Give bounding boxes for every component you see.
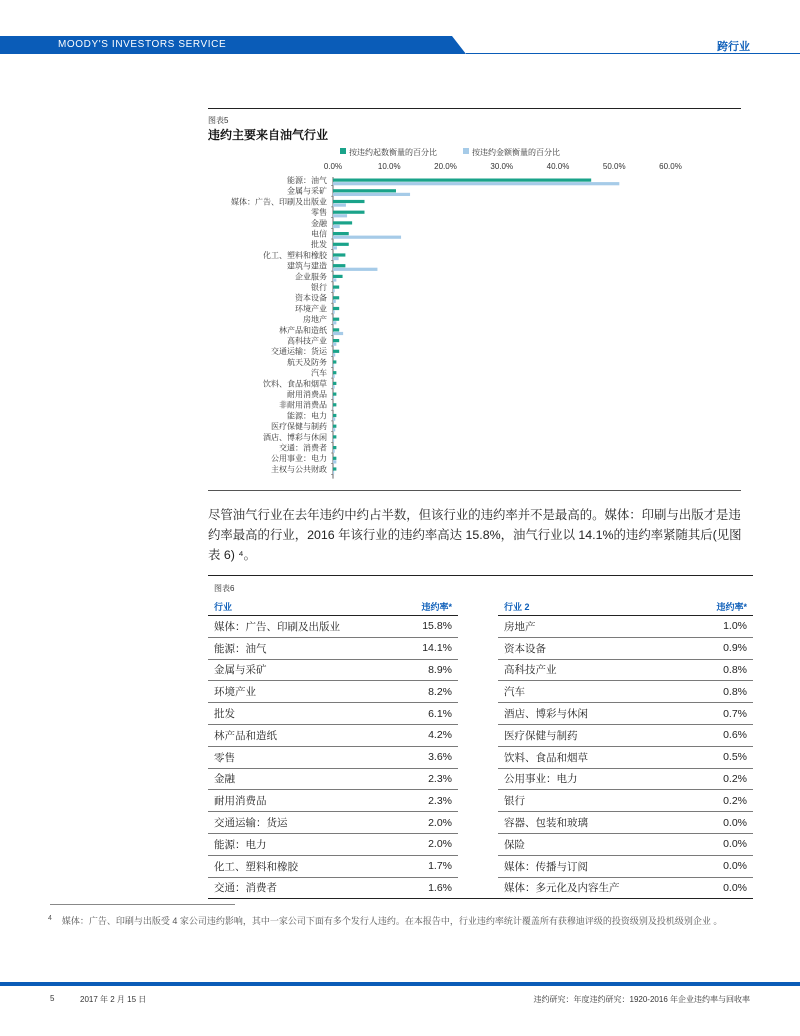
industry-cell: 林产品和造纸 xyxy=(208,724,393,746)
footnote-text: 媒体：广告、印刷与出版受 4 家公司违约影响，其中一家公司下面有多个发行人违约。在本报告中，行业违约率统计覆盖所有获穆迪评级的投资级别及投机级别企业 。 xyxy=(61,916,723,926)
x-tick-label: 50.0% xyxy=(602,162,626,171)
table-header-row xyxy=(208,597,753,616)
legend-swatch xyxy=(463,148,469,154)
section-label: 跨行业 xyxy=(717,41,750,53)
bar xyxy=(333,289,335,292)
bar xyxy=(333,211,365,214)
table-row xyxy=(208,833,753,855)
industry-cell: 交通运输：货运 xyxy=(208,812,393,834)
bar xyxy=(333,253,345,256)
industry-cell: 公用事业：电力 xyxy=(498,768,683,790)
x-tick-label: 40.0% xyxy=(546,162,570,171)
industry-cell: 酒店、博彩与休闲 xyxy=(498,703,683,725)
table-row xyxy=(208,681,753,703)
bar xyxy=(333,460,336,463)
category-label: 林产品和造纸 xyxy=(279,325,327,335)
industry-cell: 媒体：传播与订阅 xyxy=(498,855,683,877)
industry-cell: 金融 xyxy=(208,768,393,790)
category-label: 医疗保健与制药 xyxy=(271,422,327,432)
category-label: 化工、塑料和橡胶 xyxy=(263,250,327,260)
bar xyxy=(333,264,345,267)
rate-cell: 0.6% xyxy=(683,724,753,746)
bar xyxy=(333,393,336,396)
bar xyxy=(333,414,336,417)
rate-cell: 1.0% xyxy=(683,616,753,638)
bar xyxy=(333,236,401,239)
x-tick-label: 0.0% xyxy=(323,162,343,171)
footnote-rule xyxy=(50,904,235,905)
rate-cell: 2.3% xyxy=(393,790,458,812)
rate-cell: 0.9% xyxy=(683,637,753,659)
rate-cell: 0.0% xyxy=(683,855,753,877)
table-row xyxy=(208,659,753,681)
category-label: 能源：电力 xyxy=(287,411,327,421)
category-label: 电信 xyxy=(311,229,327,239)
industry-cell: 化工、塑料和橡胶 xyxy=(208,855,393,877)
header-industry-1: 行业 xyxy=(208,597,393,616)
rate-cell: 0.0% xyxy=(683,812,753,834)
rate-cell: 0.5% xyxy=(683,746,753,768)
bar xyxy=(333,300,336,303)
bar xyxy=(333,364,334,367)
bar xyxy=(333,246,337,249)
table-row xyxy=(208,637,753,659)
bar xyxy=(333,343,336,346)
bar xyxy=(333,439,334,442)
industry-cell: 零售 xyxy=(208,746,393,768)
category-label: 媒体：广告、印刷及出版业 xyxy=(231,197,327,207)
page-header xyxy=(0,36,800,54)
exhibit-5-bottom-rule xyxy=(208,490,741,491)
table-row xyxy=(208,855,753,877)
table-row xyxy=(208,724,753,746)
category-label: 耐用消费品 xyxy=(287,390,327,399)
category-label: 银行 xyxy=(311,283,327,292)
table-row xyxy=(208,877,753,899)
industry-cell: 能源：油气 xyxy=(208,637,393,659)
category-label: 资本设备 xyxy=(295,293,327,303)
brand-name: MOODY'S INVESTORS SERVICE xyxy=(58,39,227,50)
bar xyxy=(333,360,336,363)
rate-cell: 3.6% xyxy=(393,746,458,768)
bar xyxy=(333,328,339,331)
bar xyxy=(333,467,336,470)
bar-chart xyxy=(208,109,741,491)
exhibit-5 xyxy=(208,108,741,491)
exhibit-5-number: 图表5 xyxy=(208,116,229,125)
bar xyxy=(333,311,335,314)
bar xyxy=(333,189,396,192)
legend-label: 按违约金额衡量的百分比 xyxy=(472,148,560,157)
rate-cell: 2.0% xyxy=(393,833,458,855)
industry-cell: 金属与采矿 xyxy=(208,659,393,681)
footer-bar xyxy=(0,982,800,986)
legend-swatch xyxy=(340,148,346,154)
industry-cell: 高科技产业 xyxy=(498,659,683,681)
category-label: 批发 xyxy=(311,240,327,250)
bar xyxy=(333,200,365,203)
bar xyxy=(333,221,352,224)
bar xyxy=(333,182,619,185)
category-label: 高科技产业 xyxy=(287,336,327,346)
industry-cell: 保险 xyxy=(498,833,683,855)
category-label: 汽车 xyxy=(311,368,327,378)
category-label: 航天及防务 xyxy=(287,357,327,367)
bar xyxy=(333,243,349,246)
category-label: 房地产 xyxy=(303,315,327,325)
bar xyxy=(333,471,334,474)
bar xyxy=(333,204,346,207)
bar xyxy=(333,179,591,182)
bar xyxy=(333,232,349,235)
exhibit-5-title: 违约主要来自油气行业 xyxy=(208,128,329,142)
rate-cell: 2.3% xyxy=(393,768,458,790)
industry-cell: 环境产业 xyxy=(208,681,393,703)
rate-cell: 0.7% xyxy=(683,703,753,725)
bar xyxy=(333,403,336,406)
industry-cell: 汽车 xyxy=(498,681,683,703)
category-label: 金融 xyxy=(311,218,327,228)
table-row xyxy=(208,616,753,638)
bar xyxy=(333,418,335,421)
rate-cell: 0.2% xyxy=(683,790,753,812)
rate-cell: 0.0% xyxy=(683,833,753,855)
bar xyxy=(333,296,339,299)
category-label: 交通：消费者 xyxy=(279,443,327,453)
industry-cell: 资本设备 xyxy=(498,637,683,659)
x-tick-label: 20.0% xyxy=(434,162,457,171)
header-industry-2: 行业 2 xyxy=(498,597,683,616)
rate-cell: 1.6% xyxy=(393,877,458,899)
bar xyxy=(333,450,335,453)
rate-cell: 8.9% xyxy=(393,659,458,681)
bar xyxy=(333,407,334,410)
x-tick-label: 60.0% xyxy=(659,162,682,171)
industry-cell: 容器、包装和玻璃 xyxy=(498,812,683,834)
x-tick-label: 10.0% xyxy=(377,162,401,171)
rate-cell: 4.2% xyxy=(393,724,458,746)
industry-cell: 耐用消费品 xyxy=(208,790,393,812)
rate-cell: 0.2% xyxy=(683,768,753,790)
body-paragraph: 尽管油气行业在去年违约中约占半数，但该行业的违约率并不是最高的。媒体：印刷与出版才是违约率最高的行业，2016 年该行业的违约率高达 15.8%，油气行业以 14.1%的违约率紧随其后(见图表 6) ⁴。 xyxy=(208,508,742,562)
footnote xyxy=(48,912,748,928)
category-label: 饮料、食品和烟草 xyxy=(263,379,327,389)
default-rate-table xyxy=(208,597,753,899)
category-label: 非耐用消费品 xyxy=(279,400,327,410)
rate-cell: 6.1% xyxy=(393,703,458,725)
bar xyxy=(333,278,336,281)
rate-cell: 14.1% xyxy=(393,637,458,659)
category-label: 零售 xyxy=(311,208,327,218)
category-label: 企业服务 xyxy=(295,272,327,282)
bar xyxy=(333,339,339,342)
bar xyxy=(333,382,336,385)
industry-cell: 媒体：多元化及内容生产 xyxy=(498,877,683,899)
category-label: 环境产业 xyxy=(295,304,327,314)
bar xyxy=(333,321,336,324)
bar xyxy=(333,307,339,310)
bar xyxy=(333,457,336,460)
bar xyxy=(333,332,343,335)
header-rate-2: 违约率* xyxy=(683,597,753,616)
table-row xyxy=(208,812,753,834)
bar xyxy=(333,214,347,217)
bar xyxy=(333,353,335,356)
rate-cell: 0.8% xyxy=(683,681,753,703)
rate-cell: 2.0% xyxy=(393,812,458,834)
table-row xyxy=(208,768,753,790)
exhibit-6-number: 图表6 xyxy=(214,584,235,593)
bar xyxy=(333,350,339,353)
publication-date: 2017 年 2 月 15 日 xyxy=(80,995,147,1004)
bar xyxy=(333,286,339,289)
table-row xyxy=(208,790,753,812)
bar xyxy=(333,428,335,431)
rate-cell: 15.8% xyxy=(393,616,458,638)
category-label: 能源：油气 xyxy=(287,176,327,185)
bar xyxy=(333,225,340,228)
industry-cell: 批发 xyxy=(208,703,393,725)
rate-cell: 8.2% xyxy=(393,681,458,703)
rate-cell: 0.8% xyxy=(683,659,753,681)
table-row xyxy=(208,703,753,725)
exhibit-6 xyxy=(208,575,753,899)
bar xyxy=(333,318,339,321)
table-row xyxy=(208,746,753,768)
bar xyxy=(333,375,335,378)
bar xyxy=(333,193,410,196)
category-label: 公用事业：电力 xyxy=(271,454,327,464)
rate-cell: 0.0% xyxy=(683,877,753,899)
industry-cell: 饮料、食品和烟草 xyxy=(498,746,683,768)
bar xyxy=(333,435,336,438)
category-label: 建筑与建造 xyxy=(287,261,327,271)
legend-label: 按违约起数衡量的百分比 xyxy=(349,148,437,157)
footnote-marker: 4 xyxy=(48,915,52,922)
bar xyxy=(333,385,335,388)
bar xyxy=(333,371,336,374)
category-label: 金属与采矿 xyxy=(287,186,327,196)
header-rate-1: 违约率* xyxy=(393,597,458,616)
x-tick-label: 30.0% xyxy=(490,162,514,171)
category-label: 主权与公共财政 xyxy=(271,464,327,474)
bar xyxy=(333,425,336,428)
page-number: 5 xyxy=(50,994,55,1003)
industry-cell: 房地产 xyxy=(498,616,683,638)
industry-cell: 能源：电力 xyxy=(208,833,393,855)
bar xyxy=(333,396,334,399)
bar xyxy=(333,275,343,278)
category-label: 交通运输：货运 xyxy=(271,347,327,357)
report-title: 违约研究：年度违约研究：1920-2016 年企业违约率与回收率 xyxy=(533,995,750,1004)
industry-cell: 银行 xyxy=(498,790,683,812)
bar xyxy=(333,257,339,260)
bar xyxy=(333,446,336,449)
category-label: 酒店、博彩与休闲 xyxy=(263,432,327,442)
industry-cell: 医疗保健与制药 xyxy=(498,724,683,746)
industry-cell: 交通：消费者 xyxy=(208,877,393,899)
bar xyxy=(333,268,377,271)
industry-cell: 媒体：广告、印刷及出版业 xyxy=(208,616,393,638)
rate-cell: 1.7% xyxy=(393,855,458,877)
